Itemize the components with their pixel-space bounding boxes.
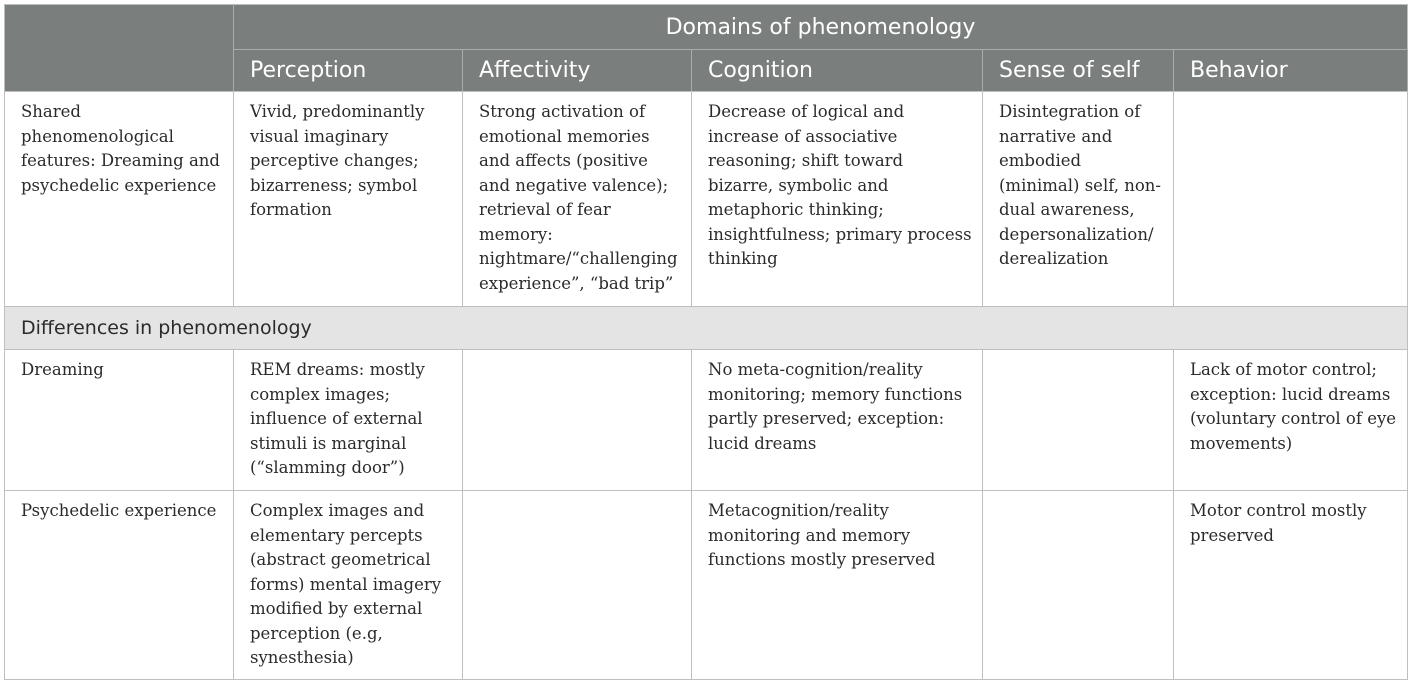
cell-shared-affectivity: Strong activation of emotional memories and affects (positive and negative valence); retrieval of fear memory: nightmare/“challenging experience”, “bad trip” bbox=[463, 92, 692, 307]
cell-dreaming-behavior: Lack of motor control; exception: lucid dreams (voluntary control of eye movements) bbox=[1174, 350, 1408, 491]
column-header-sense-of-self: Sense of self bbox=[983, 50, 1174, 92]
table-row-psychedelic bbox=[5, 491, 1408, 680]
cell-shared-sense-of-self: Disintegration of narrative and embodied (minimal) self, non-dual awareness, depersonalization/ derealization bbox=[983, 92, 1174, 307]
row-label-psychedelic: Psychedelic experience bbox=[5, 491, 234, 680]
section-row-differences bbox=[5, 307, 1408, 350]
cell-dreaming-perception: REM dreams: mostly complex images; influence of external stimuli is marginal (“slamming door”) bbox=[234, 350, 463, 491]
cell-psychedelic-affectivity bbox=[463, 491, 692, 680]
cell-psychedelic-perception: Complex images and elementary percepts (abstract geometrical forms) mental imagery modified by external perception (e.g, synesthesia) bbox=[234, 491, 463, 680]
group-header: Domains of phenomenology bbox=[234, 5, 1408, 50]
header-group-row bbox=[5, 5, 1408, 50]
cell-dreaming-sense-of-self bbox=[983, 350, 1174, 491]
cell-shared-behavior bbox=[1174, 92, 1408, 307]
cell-shared-cognition: Decrease of logical and increase of associative reasoning; shift toward bizarre, symbolic and metaphoric thinking; insightfulness; primary process thinking bbox=[692, 92, 983, 307]
cell-psychedelic-cognition: Metacognition/reality monitoring and memory functions mostly preserved bbox=[692, 491, 983, 680]
column-header-behavior: Behavior bbox=[1174, 50, 1408, 92]
table-row-dreaming bbox=[5, 350, 1408, 491]
column-header-cognition: Cognition bbox=[692, 50, 983, 92]
cell-dreaming-cognition: No meta-cognition/reality monitoring; memory functions partly preserved; exception: lucid dreams bbox=[692, 350, 983, 491]
row-label-dreaming: Dreaming bbox=[5, 350, 234, 491]
table-row-shared bbox=[5, 92, 1408, 307]
phenomenology-table bbox=[4, 4, 1408, 680]
column-header-affectivity: Affectivity bbox=[463, 50, 692, 92]
row-label-shared: Shared phenomenological features: Dreaming and psychedelic experience bbox=[5, 92, 234, 307]
column-header-perception: Perception bbox=[234, 50, 463, 92]
cell-psychedelic-behavior: Motor control mostly preserved bbox=[1174, 491, 1408, 680]
cell-psychedelic-sense-of-self bbox=[983, 491, 1174, 680]
section-label: Differences in phenomenology bbox=[5, 307, 1408, 350]
header-corner bbox=[5, 5, 234, 92]
cell-dreaming-affectivity bbox=[463, 350, 692, 491]
cell-shared-perception: Vivid, predominantly visual imaginary perceptive changes; bizarreness; symbol formation bbox=[234, 92, 463, 307]
